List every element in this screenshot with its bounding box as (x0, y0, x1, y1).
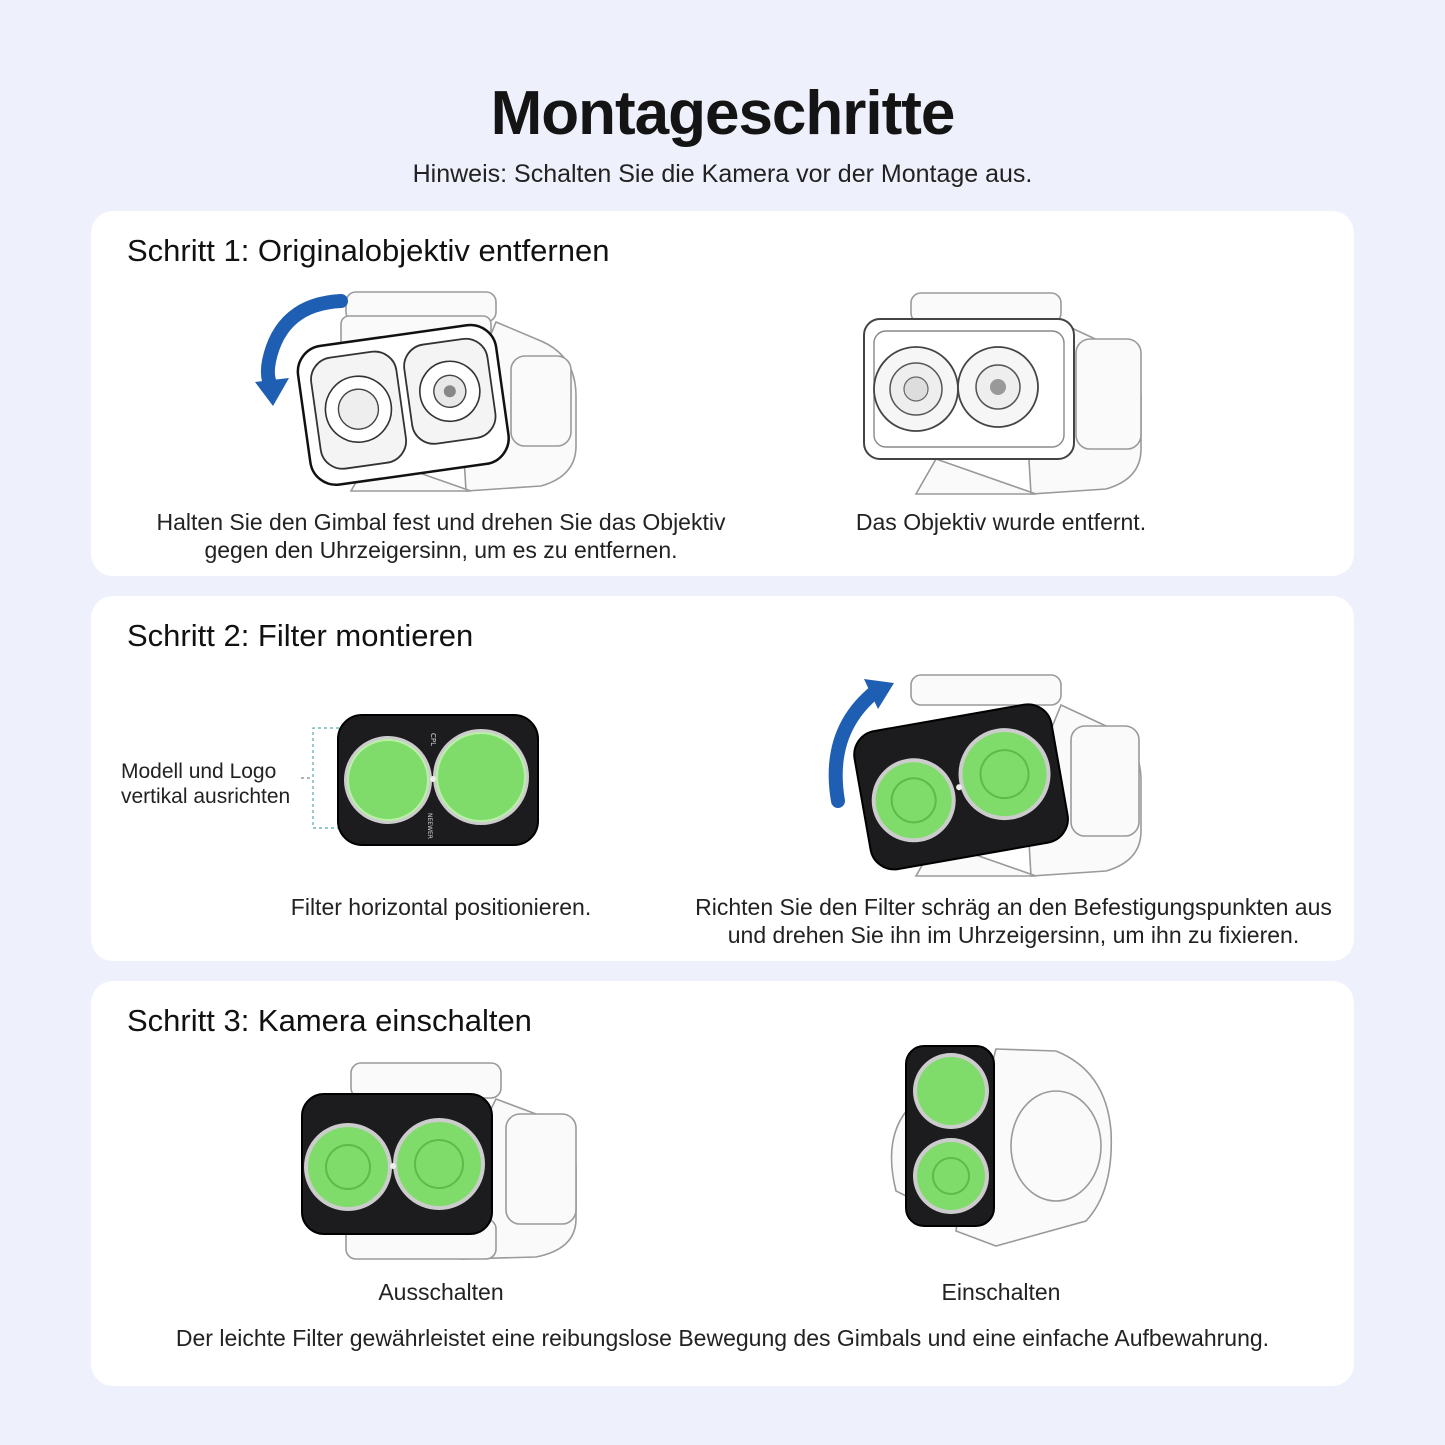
step-3-caption-on: Einschalten (941, 1279, 1061, 1305)
page-title: Montageschritte (490, 79, 955, 148)
gimbal-lens-removed-illustration (856, 289, 1156, 499)
page-note: Hinweis: Schalten Sie die Kamera vor der Montage aus. (412, 160, 1033, 188)
step-3-footer-note: Der leichte Filter gewährleistet eine reibungslose Bewegung des Gimbals und eine einfache Aufbewahrung. (175, 1325, 1270, 1351)
filter-brand-label: NEEWER (426, 813, 433, 839)
filter-horizontal-illustration (336, 713, 541, 848)
step-2-title: Schritt 2: Filter montieren (127, 618, 474, 653)
annotation-bracket (299, 726, 339, 831)
gimbal-lens-rotating-illustration (241, 286, 601, 501)
step-1-caption-right: Das Objektiv wurde entfernt. (855, 509, 1147, 535)
camera-on-illustration (876, 1041, 1116, 1256)
step-2-caption-left: Filter horizontal positionieren. (290, 894, 592, 920)
step-3-card (91, 981, 1354, 1386)
step-2-caption-right: Richten Sie den Filter schräg an den Befestigungspunkten aus und drehen Sie ihn im Uhrzeigersinn, um ihn zu fixieren. (695, 894, 1332, 948)
step-3-title: Schritt 3: Kamera einschalten (127, 1003, 532, 1038)
step-3-caption-off: Ausschalten (378, 1279, 504, 1305)
filter-mounting-illustration (816, 671, 1146, 881)
filter-type-label: CPL (429, 733, 437, 747)
step-2-card (91, 596, 1354, 961)
orientation-annotation: Modell und Logo vertikal ausrichten (121, 760, 291, 808)
camera-off-illustration (296, 1059, 586, 1264)
step-1-card (91, 211, 1354, 576)
step-1-caption-left: Halten Sie den Gimbal fest und drehen Sie das Objektiv gegen den Uhrzeigersinn, um es zu entfernen. (156, 509, 726, 563)
step-1-title: Schritt 1: Originalobjektiv entfernen (127, 233, 610, 268)
